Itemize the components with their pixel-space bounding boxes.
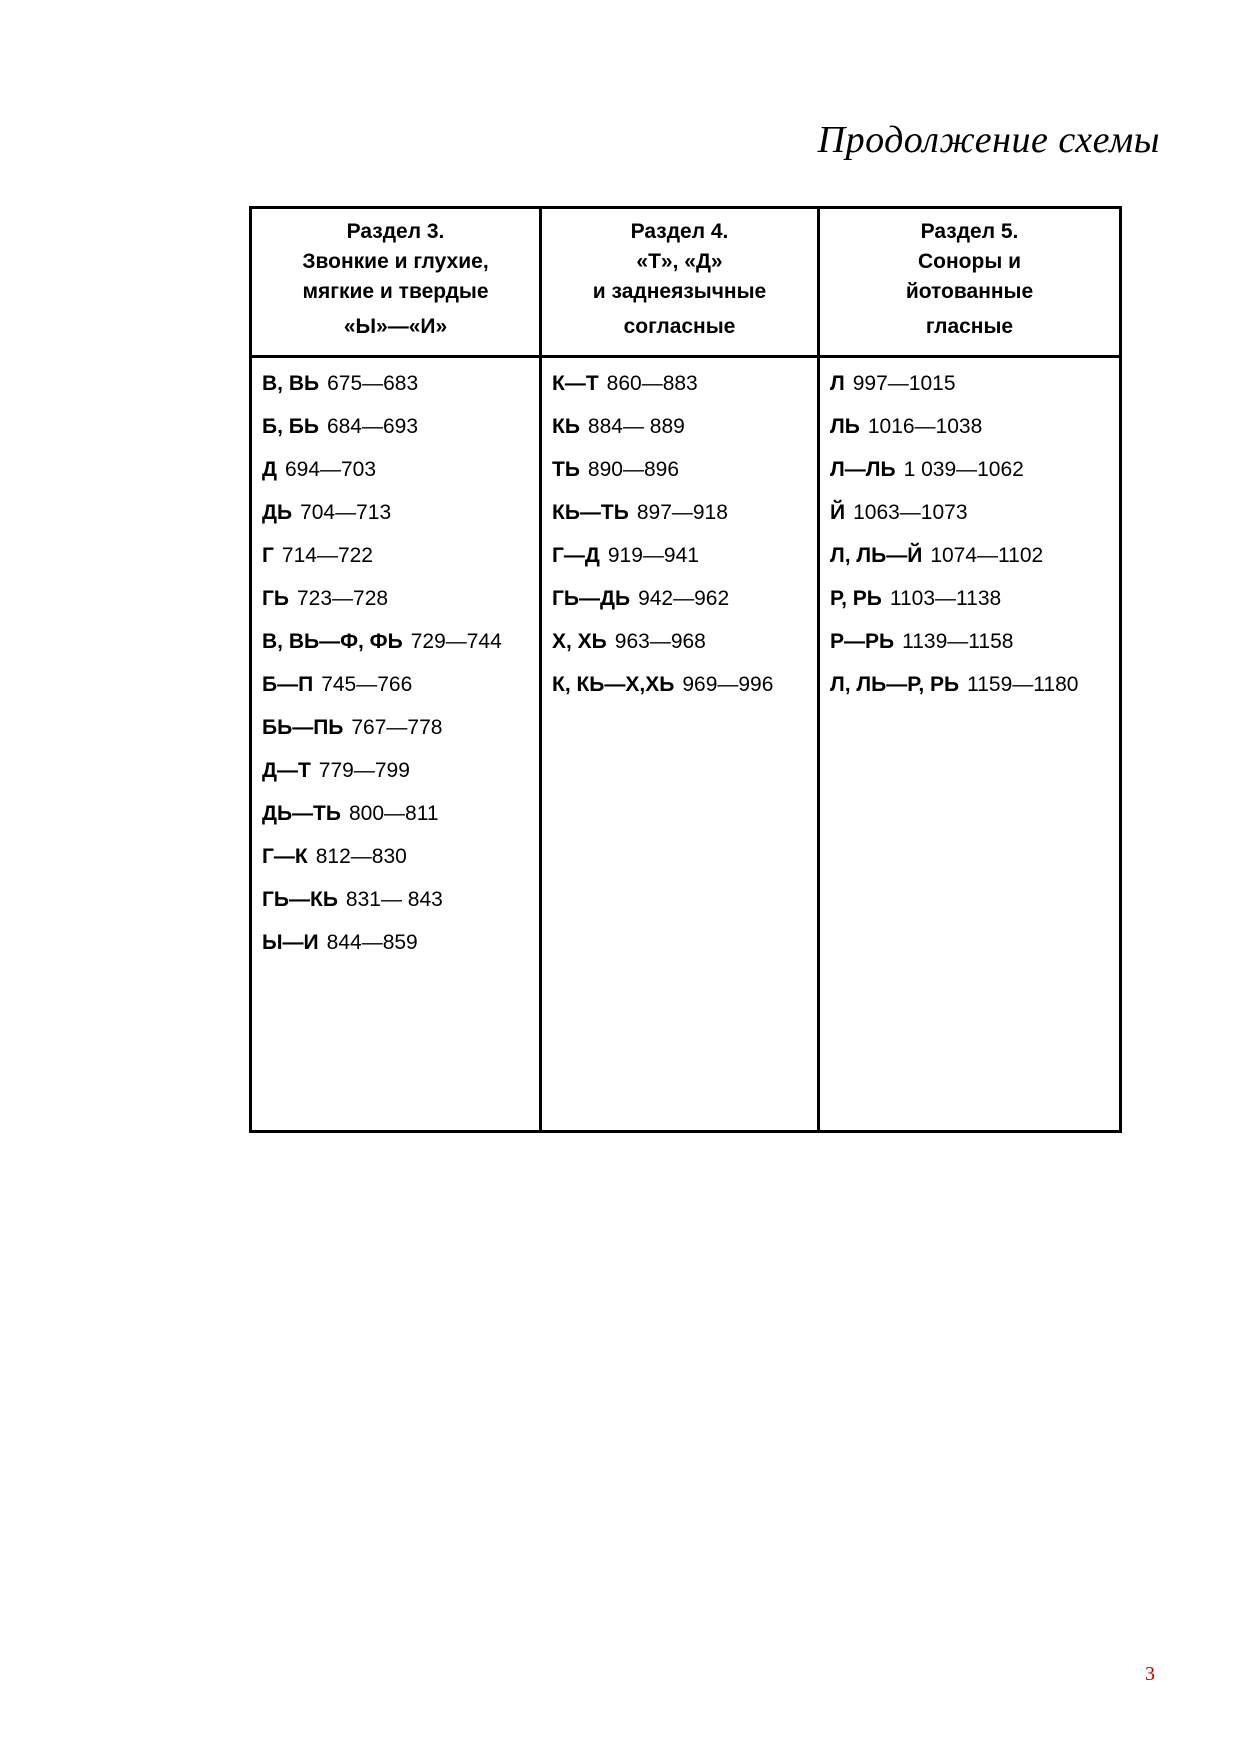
list-item [552, 585, 817, 628]
entry-letters: ДЬ—ТЬ [262, 802, 341, 825]
entry-range: 1063—1073 [853, 501, 968, 524]
list-item [262, 413, 539, 456]
entry-letters: Г—К [262, 845, 308, 868]
entry-range: 745—766 [321, 673, 413, 696]
entry-range: 963—968 [614, 630, 706, 653]
entry-range: 779—799 [318, 759, 410, 782]
column-header-line: Соноры и [917, 250, 1021, 273]
body-row [251, 357, 1121, 1132]
header-row [251, 208, 1121, 357]
column-header-line: Раздел 4. [630, 220, 729, 243]
list-item [262, 714, 539, 757]
entry-letters: ГЬ [262, 587, 289, 610]
column-header-section-5 [819, 208, 1121, 357]
entry-range: 969—996 [682, 673, 774, 696]
entry-letters: Б, БЬ [262, 415, 319, 438]
page-number: 3 [1145, 1663, 1155, 1685]
entry-range: 694—703 [284, 458, 377, 481]
list-item [552, 499, 817, 542]
list-item [552, 671, 817, 714]
entry-range: 812—830 [315, 845, 407, 868]
column-header-line: Раздел 3. [346, 220, 445, 243]
column-header-line: Звонкие и глухие, [302, 250, 489, 273]
list-item [262, 456, 539, 499]
entry-range: 1159—1180 [967, 673, 1079, 696]
column-header-line: Раздел 5. [920, 220, 1019, 243]
list-item [262, 671, 539, 714]
entry-letters: ТЬ [552, 458, 580, 481]
list-item [262, 757, 539, 800]
list-item [830, 542, 1119, 585]
list-item [262, 370, 539, 413]
entry-letters: Л—ЛЬ [830, 458, 896, 481]
column-header-line: и заднеязычные [592, 280, 767, 303]
entry-range: 800—811 [348, 802, 439, 825]
column-header-line: гласные [925, 315, 1014, 338]
column-header-line: согласные [623, 315, 736, 338]
list-item [830, 671, 1119, 714]
entry-range: 729—744 [410, 630, 502, 653]
entry-letters: В, ВЬ [262, 372, 320, 395]
entry-letters: ЛЬ [830, 415, 860, 438]
entry-range: 684—693 [326, 415, 419, 438]
entry-range: 884— 889 [587, 415, 685, 438]
column-header-section-3 [251, 208, 541, 357]
entry-range: 831— 843 [345, 888, 443, 911]
entry-letters: К—Т [552, 372, 599, 395]
column-header-line: «Т», «Д» [636, 250, 723, 273]
scheme-table [249, 206, 1122, 1133]
list-item [830, 413, 1119, 456]
entry-letters: Р—РЬ [830, 630, 895, 653]
list-item [552, 628, 817, 671]
entry-range: 997—1015 [852, 372, 956, 395]
list-item [262, 886, 539, 929]
list-item [262, 929, 539, 972]
entry-letters: Г—Д [552, 544, 600, 567]
page-title: Продолжение схемы [817, 119, 1160, 161]
list-item [262, 542, 539, 585]
list-item [830, 499, 1119, 542]
entry-range: 675—683 [327, 372, 419, 395]
entry-range: 890—896 [587, 458, 679, 481]
list-item [552, 542, 817, 585]
entry-letters: Р, РЬ [830, 587, 882, 610]
column-header-line: мягкие и твердые [302, 280, 489, 303]
entry-letters: Д [262, 458, 277, 481]
entry-letters: КЬ [552, 415, 580, 438]
entry-letters: Л, ЛЬ—Й [830, 544, 923, 567]
entry-letters: К, КЬ—Х,ХЬ [552, 673, 675, 696]
entry-letters: Г [262, 544, 274, 567]
entry-letters: Б—П [262, 673, 314, 696]
column-body-section-4 [541, 357, 819, 1132]
entry-range: 942—962 [638, 587, 730, 610]
entry-range: 1139—1158 [902, 630, 1014, 653]
entry-letters: Л, ЛЬ—Р, РЬ [830, 673, 960, 696]
list-item [262, 499, 539, 542]
entry-letters: КЬ—ТЬ [552, 501, 629, 524]
entry-range: 1016—1038 [867, 415, 983, 438]
entry-letters: ГЬ—КЬ [262, 888, 338, 911]
entry-letters: В, ВЬ—Ф, ФЬ [262, 630, 403, 653]
list-item [830, 456, 1119, 499]
entry-range: 919—941 [607, 544, 699, 567]
list-item [830, 628, 1119, 671]
entry-range: 714—722 [281, 544, 373, 567]
list-item [552, 456, 817, 499]
list-item [830, 370, 1119, 413]
column-header-section-4 [541, 208, 819, 357]
list-item [262, 585, 539, 628]
column-body-section-3 [251, 357, 541, 1132]
list-item [262, 800, 539, 843]
entry-range: 844—859 [326, 931, 418, 954]
entry-range: 723—728 [297, 587, 389, 610]
column-body-section-5 [819, 357, 1121, 1132]
entry-letters: Й [830, 501, 846, 524]
list-item [262, 628, 539, 671]
entry-letters: ДЬ [262, 501, 293, 524]
entry-letters: БЬ—ПЬ [262, 716, 344, 739]
entry-letters: ГЬ—ДЬ [552, 587, 631, 610]
entry-range: 704—713 [300, 501, 392, 524]
entry-range: 767—778 [351, 716, 443, 739]
entry-letters: Х, ХЬ [552, 630, 607, 653]
entry-letters: Д—Т [262, 759, 311, 782]
list-item [262, 843, 539, 886]
entry-range: 1074—1102 [930, 544, 1044, 567]
entry-letters: Л [830, 372, 845, 395]
entry-letters: Ы—И [262, 931, 319, 954]
entry-range: 1 039—1062 [903, 458, 1024, 481]
list-item [552, 370, 817, 413]
list-item [830, 585, 1119, 628]
entry-range: 897—918 [636, 501, 728, 524]
entry-range: 860—883 [606, 372, 698, 395]
column-header-line: йотованные [905, 280, 1034, 303]
column-header-line: «Ы»—«И» [343, 315, 448, 338]
list-item [552, 413, 817, 456]
entry-range: 1103—1138 [889, 587, 1002, 610]
